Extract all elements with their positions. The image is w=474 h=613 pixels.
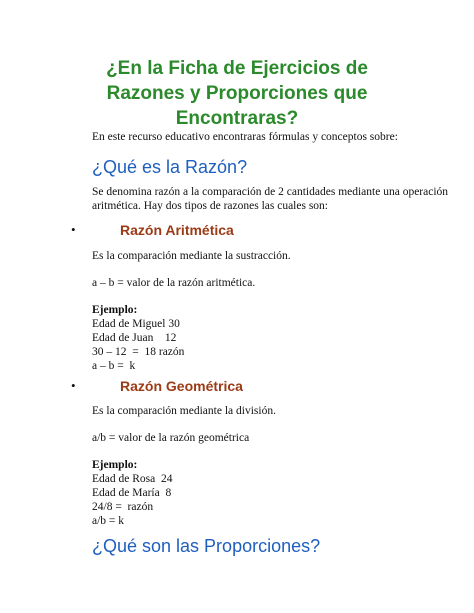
example-line: 24/8 = razón: [92, 501, 154, 513]
geometrica-example-label: Ejemplo:: [92, 459, 138, 471]
heading-razon: ¿Qué es la Razón?: [92, 157, 248, 177]
heading-proporciones: ¿Qué son las Proporciones?: [92, 536, 321, 556]
geometrica-formula: a/b = valor de la razón geométrica: [92, 432, 250, 444]
example-line: Edad de Miguel 30: [92, 318, 180, 330]
bullet-icon: •: [71, 378, 76, 393]
title-line-3: Encontraras?: [175, 108, 299, 129]
example-line: a/b = k: [92, 515, 125, 527]
example-line: Edad de Rosa 24: [92, 473, 173, 485]
razon-description-line-2: aritmética. Hay dos tipos de razones las cuales son:: [92, 200, 328, 212]
heading-razon-geometrica: Razón Geométrica: [120, 378, 243, 394]
example-line: 30 – 12 = 18 razón: [92, 346, 185, 358]
example-line: a – b = k: [92, 360, 136, 372]
document-title: [0, 56, 474, 131]
razon-description-line-1: Se denomina razón a la comparación de 2 cantidades mediante una operación: [92, 186, 449, 198]
title-line-1: ¿En la Ficha de Ejercicios de: [106, 58, 368, 79]
example-line: Edad de María 8: [92, 487, 172, 499]
title-line-2: Razones y Proporciones que: [106, 83, 368, 104]
aritmetica-definition: Es la comparación mediante la sustracción.: [92, 250, 291, 262]
heading-razon-aritmetica: Razón Aritmética: [120, 222, 234, 238]
example-line: Edad de Juan 12: [92, 332, 177, 344]
geometrica-definition: Es la comparación mediante la división.: [92, 405, 276, 417]
intro-text: En este recurso educativo encontraras fórmulas y conceptos sobre:: [92, 131, 398, 143]
bullet-icon: •: [71, 222, 76, 237]
aritmetica-formula: a – b = valor de la razón aritmética.: [92, 277, 256, 289]
aritmetica-example-label: Ejemplo:: [92, 304, 138, 316]
